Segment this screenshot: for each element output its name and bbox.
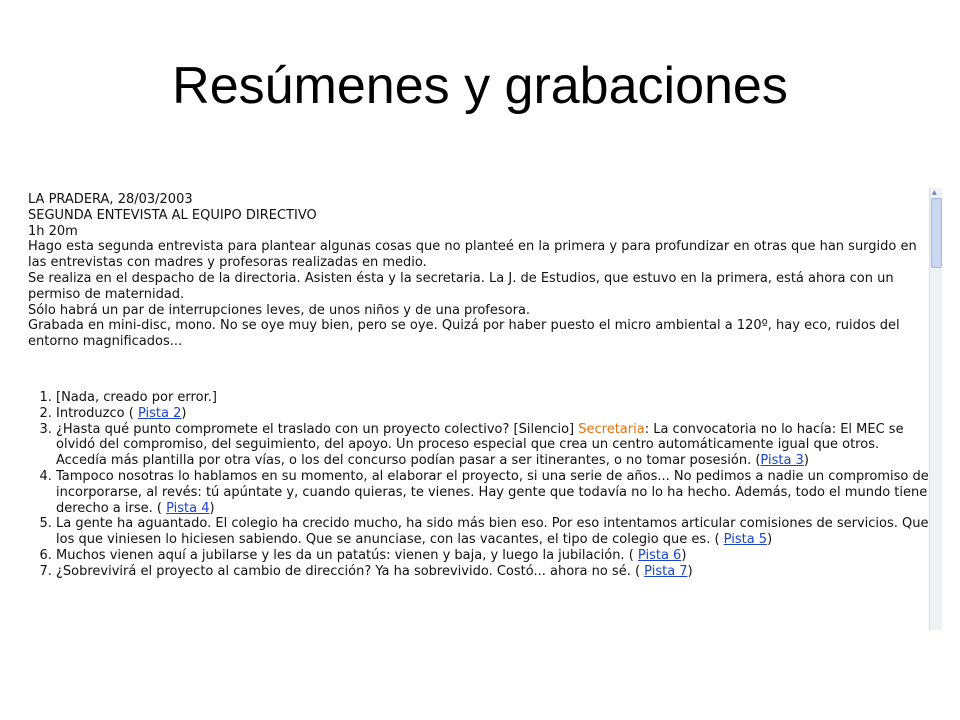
pista-6-link[interactable]: Pista 6 xyxy=(637,547,682,563)
vertical-scrollbar[interactable] xyxy=(929,188,942,630)
header-recording-notes: Grabada en mini-disc, mono. No se oye muy bien, pero se oye. Quizá por haber puesto el micro ambiental a 120º, hay eco, ruidos del entorno magnificados... xyxy=(28,318,900,350)
header-interruptions: Sólo habrá un par de interrupciones leves, de unos niños y de una profesora. xyxy=(28,302,531,318)
list-item: 6. Muchos vienen aquí a jubilarse y les da un patatús: vienen y baja, y luego la jubilación. ( Pista 6) xyxy=(56,548,930,564)
header-purpose: Hago esta segunda entrevista para plantear algunas cosas que no planteé en la primera y para profundizar en otras que han surgido en las entrevistas con madres y profesoras realizadas en medio. xyxy=(28,239,917,271)
pista-2-link[interactable]: Pista 2 xyxy=(137,405,182,421)
slide-title: Resúmenes y grabaciones xyxy=(172,57,788,115)
speaker-label: Secretaria xyxy=(578,421,645,437)
list-item: 1. [Nada, creado por error.] xyxy=(56,390,930,406)
scrollbar-thumb[interactable] xyxy=(931,198,942,268)
track-list xyxy=(28,390,930,580)
scroll-up-arrow-icon[interactable]: ▲ xyxy=(932,189,937,196)
header-place-date: LA PRADERA, 28/03/2003 xyxy=(28,192,193,207)
pista-7-link[interactable]: Pista 7 xyxy=(644,563,688,579)
header-location: Se realiza en el despacho de la directoria. Asisten ésta y la secretaria. La J. de Estudios, que estuvo en la primera, está ahora con un permiso de maternidad. xyxy=(28,270,894,302)
spacer xyxy=(28,350,930,390)
list-item: 2. Introduzco ( Pista 2) xyxy=(56,406,930,422)
transcript-document xyxy=(28,192,930,580)
document-screenshot xyxy=(20,188,942,630)
list-item: 7. ¿Sobrevivirá el proyecto al cambio de dirección? Ya ha sobrevivido. Costó... ahora no sé. ( Pista 7) xyxy=(56,564,930,580)
list-item: 5. La gente ha aguantado. El colegio ha crecido mucho, ha sido más bien eso. Por eso intentamos articular comisiones de servicios. Que los que viniesen lo hiciesen sabiendo. Que se anunciase, con las vacantes, el tipo de colegio que es. ( Pista 5) xyxy=(56,516,930,548)
header-duration: 1h 20m xyxy=(28,223,78,239)
list-item: 4. Tampoco nosotras lo hablamos en su momento, al elaborar el proyecto, si una serie de años... No pedimos a nadie un compromiso de incorporarse, al revés: tú apúntate y, cuando quieras, te vienes. Hay gente que todavía no lo ha hecho. Además, todo el mundo tiene derecho a irse. ( Pista 4) xyxy=(56,469,930,516)
pista-5-link[interactable]: Pista 5 xyxy=(723,532,768,548)
pista-3-link[interactable]: Pista 3 xyxy=(760,453,804,469)
list-item: 3. ¿Hasta qué punto compromete el traslado con un proyecto colectivo? [Silencio] Secretaria: La convocatoria no lo hacía: El MEC se olvidó del compromiso, del seguimiento, del apoyo. Un proceso especial que crea un centro automáticamente igual que otros. Accedía más plantilla por otra vías, o los del concurso podían pasar a ser itinerantes, o no tomar posesión. (Pista 3) xyxy=(56,422,930,469)
header-interview-title: SEGUNDA ENTEVISTA AL EQUIPO DIRECTIVO xyxy=(28,207,317,223)
pista-4-link[interactable]: Pista 4 xyxy=(166,500,210,516)
